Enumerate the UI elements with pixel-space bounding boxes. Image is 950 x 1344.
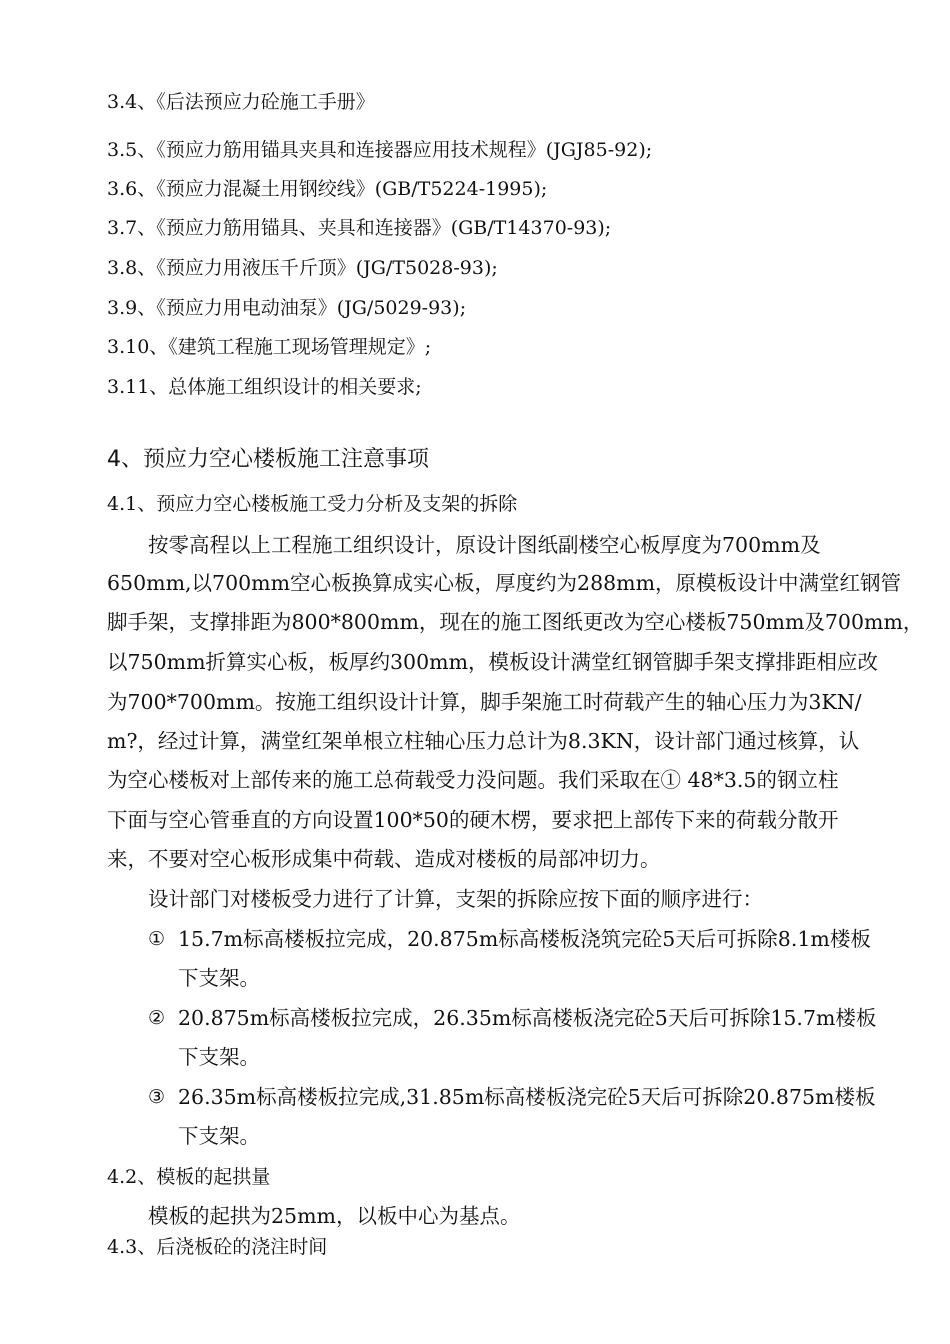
section-4-heading: 4、预应力空心楼板施工注意事项 [107, 447, 429, 472]
reference-3-9: 3.9、《预应力用电动油泵》(JG/5029-93); [107, 297, 467, 319]
paragraph-line: 按零高程以上工程施工组织设计，原设计图纸副楼空心板厚度为700mm及 [148, 533, 821, 557]
paragraph-line: m?，经过计算，满堂红架单根立柱轴心压力总计为8.3KN，设计部门通过核算，认 [107, 729, 860, 753]
item-marker: ② [148, 1007, 166, 1029]
reference-3-5: 3.5、《预应力筋用锚具夹具和连接器应用技术规程》(JGJ85-92); [107, 139, 653, 161]
item-marker: ③ [148, 1086, 166, 1108]
paragraph-line: 脚手架，支撑排距为800*800mm，现在的施工图纸更改为空心楼板750mm及700mm， [107, 610, 924, 634]
section-4-3-title: 4.3、后浇板砼的浇注时间 [107, 1236, 328, 1258]
reference-3-10: 3.10、《建筑工程施工现场管理规定》; [107, 336, 432, 358]
list-item-line: 下支架。 [178, 966, 260, 990]
reference-3-6: 3.6、《预应力混凝土用钢绞线》(GB/T5224-1995); [107, 178, 548, 200]
paragraph-removal-order: 设计部门对楼板受力进行了计算，支架的拆除应按下面的顺序进行： [148, 887, 763, 911]
paragraph-line: 为空心楼板对上部传来的施工总荷载受力没问题。我们采取在① 48*3.5的钢立柱 [107, 768, 839, 792]
list-item-line: 15.7m标高楼板拉完成，20.875m标高楼板浇筑完砼5天后可拆除8.1m楼板 [178, 927, 871, 951]
paragraph-line: 650mm,以700mm空心板换算成实心板，厚度约为288mm，原模板设计中满堂红钢管 [107, 571, 902, 595]
paragraph-line: 下面与空心管垂直的方向设置100*50的硬木楞，要求把上部传下来的荷载分散开 [107, 808, 839, 832]
section-4-2-title: 4.2、模板的起拱量 [107, 1166, 271, 1188]
reference-3-8: 3.8、《预应力用液压千斤顶》(JG/T5028-93); [107, 257, 498, 279]
reference-3-7: 3.7、《预应力筋用锚具、夹具和连接器》(GB/T14370-93); [107, 217, 612, 239]
list-item-line: 26.35m标高楼板拉完成,31.85m标高楼板浇完砼5天后可拆除20.875m楼板 [178, 1085, 876, 1109]
paragraph-arching: 模板的起拱为25mm，以板中心为基点。 [148, 1204, 521, 1228]
list-item-line: 20.875m标高楼板拉完成，26.35m标高楼板浇完砼5天后可拆除15.7m楼板 [178, 1006, 877, 1030]
paragraph-line: 以750mm折算实心板，板厚约300mm，模板设计满堂红钢管脚手架支撑排距相应改 [107, 650, 879, 674]
paragraph-line: 来，不要对空心板形成集中荷载、造成对楼板的局部冲切力。 [107, 847, 661, 871]
list-item-line: 下支架。 [178, 1045, 260, 1069]
section-4-1-title: 4.1、预应力空心楼板施工受力分析及支架的拆除 [107, 493, 518, 515]
item-marker: ① [148, 928, 166, 950]
reference-3-4: 3.4、《后法预应力砼施工手册》 [107, 91, 375, 113]
paragraph-line: 为700*700mm。按施工组织设计计算，脚手架施工时荷载产生的轴心压力为3KN/ [107, 690, 862, 714]
list-item-line: 下支架。 [178, 1124, 260, 1148]
reference-3-11: 3.11、总体施工组织设计的相关要求; [107, 376, 422, 398]
